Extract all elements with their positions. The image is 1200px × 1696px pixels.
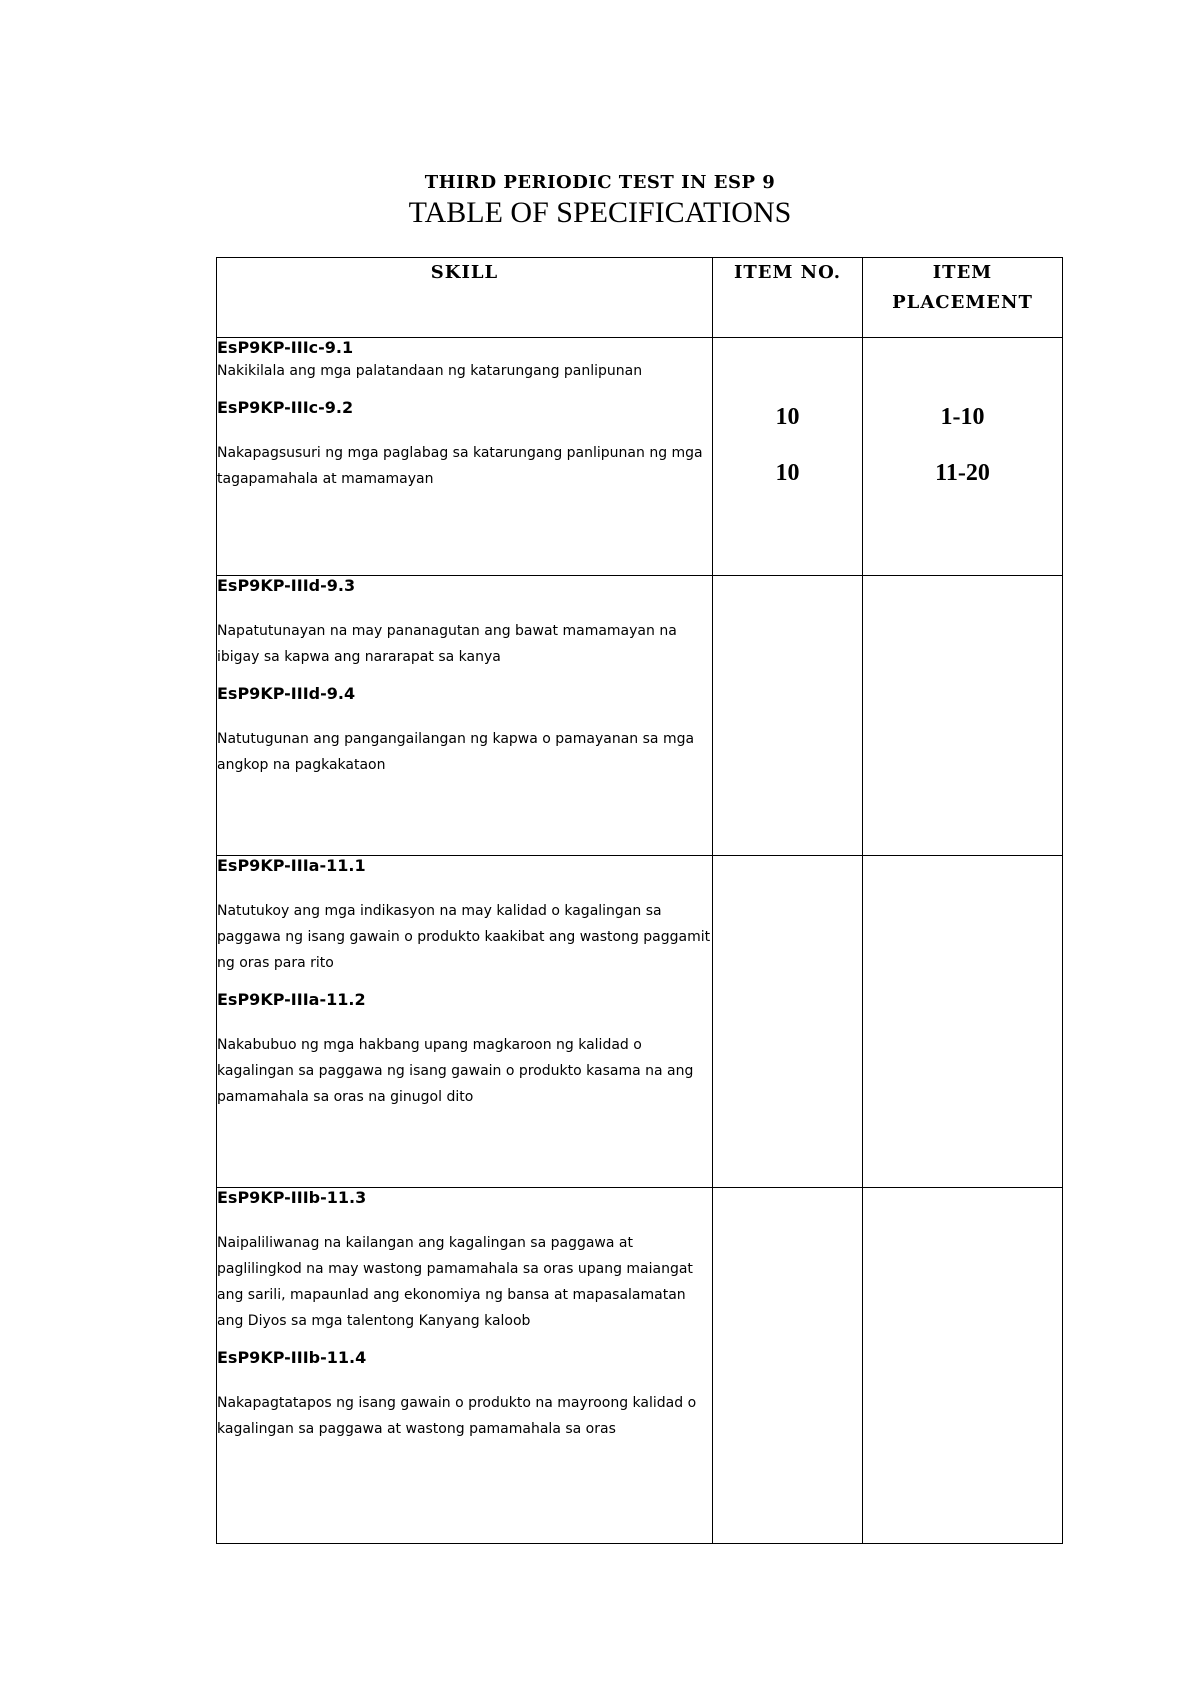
item-no-cell xyxy=(713,856,863,1188)
item-placement-value: 11-20 xyxy=(935,460,990,486)
skill-code: EsP9KP-IIIb-11.3 xyxy=(217,1188,367,1207)
item-no-cell xyxy=(713,576,863,856)
skill-code: EsP9KP-IIId-9.3 xyxy=(217,576,356,595)
table-row xyxy=(217,338,1063,576)
specifications-table xyxy=(216,257,1063,1544)
column-header-placement-line2: PLACEMENT xyxy=(892,292,1033,313)
skill-description: Natutukoy ang mga indikasyon na may kalidad o kagalingan sa paggawa ng isang gawain o produkto kaakibat ang wastong paggamit ng oras para rito xyxy=(217,903,711,971)
item-placement-cell xyxy=(863,338,1063,576)
item-no-cell xyxy=(713,338,863,576)
item-placement-cell xyxy=(863,1188,1063,1544)
item-no-cell xyxy=(713,1188,863,1544)
skill-code: EsP9KP-IIId-9.4 xyxy=(217,684,356,703)
table-header-row xyxy=(217,258,1063,338)
skill-description: Nakapagsusuri ng mga paglabag sa katarungang panlipunan ng mga tagapamahala at mamamayan xyxy=(217,445,703,487)
skill-description: Nakabubuo ng mga hakbang upang magkaroon ng kalidad o kagalingan sa paggawa ng isang gawain o produkto kasama na ang pamamahala sa oras na ginugol dito xyxy=(217,1037,694,1105)
item-placement-value: 1-10 xyxy=(940,404,985,430)
column-header-skill: SKILL xyxy=(217,258,713,338)
skill-cell xyxy=(217,576,713,856)
column-header-item-no: ITEM NO. xyxy=(713,258,863,338)
column-header-item-placement xyxy=(863,258,1063,338)
skill-code: EsP9KP-IIIc-9.1 xyxy=(217,338,354,357)
column-header-placement-line1: ITEM xyxy=(932,262,993,283)
document-subtitle: THIRD PERIODIC TEST IN ESP 9 xyxy=(424,172,776,193)
item-placement-cell xyxy=(863,576,1063,856)
skill-description: Nakapagtatapos ng isang gawain o produkto na mayroong kalidad o kagalingan sa paggawa at wastong pamamahala sa oras xyxy=(217,1395,697,1437)
skill-code: EsP9KP-IIIa-11.2 xyxy=(217,990,366,1009)
table-row xyxy=(217,1188,1063,1544)
skill-code: EsP9KP-IIIa-11.1 xyxy=(217,856,366,875)
document-title: TABLE OF SPECIFICATIONS xyxy=(408,196,792,229)
item-placement-cell xyxy=(863,856,1063,1188)
skill-code: EsP9KP-IIIc-9.2 xyxy=(217,398,354,417)
table-row xyxy=(217,856,1063,1188)
table-row xyxy=(217,576,1063,856)
skill-description: Napatutunayan na may pananagutan ang bawat mamamayan na ibigay sa kapwa ang nararapat sa kanya xyxy=(217,623,677,665)
skill-cell xyxy=(217,338,713,576)
skill-code: EsP9KP-IIIb-11.4 xyxy=(217,1348,367,1367)
skill-description: Natutugunan ang pangangailangan ng kapwa o pamayanan sa mga angkop na pagkakataon xyxy=(217,731,695,773)
item-no-value: 10 xyxy=(775,460,800,486)
skill-cell xyxy=(217,1188,713,1544)
item-no-value: 10 xyxy=(775,404,800,430)
skill-cell xyxy=(217,856,713,1188)
skill-description: Naipaliliwanag na kailangan ang kagalingan sa paggawa at paglilingkod na may wastong pamamahala sa oras upang maiangat ang sarili, mapaunlad ang ekonomiya ng bansa at mapasalamatan ang Diyos sa mga talentong Kanyang kaloob xyxy=(217,1235,693,1329)
skill-description: Nakikilala ang mga palatandaan ng katarungang panlipunan xyxy=(217,363,643,379)
